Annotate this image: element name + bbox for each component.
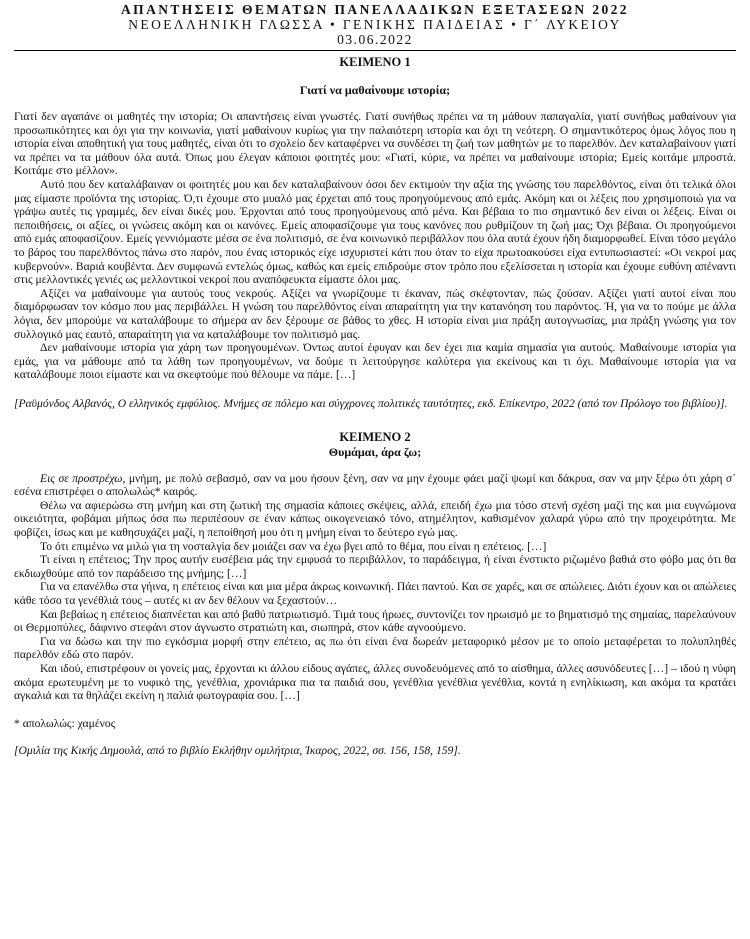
text2-paragraph: Για να επανέλθω στα γήινα, η επέτειος είναι και μια μέρα άκρως κοινωνική. Πάει παντού. Και σε χαρές, και σε απώλειες. Διότι έχουν και οι απώλειες κάθε τόσο τα γενέθλιά τους – αυτές κι αν δεν θέλουν να ξεχαστούν…	[14, 580, 736, 608]
text2-footnote: * απολωλώς: χαμένος	[14, 716, 116, 730]
text2-paragraph: Και ιδού, επιστρέφουν οι γονείς μας, έρχονται κι άλλου είδους αγάπες, άλλες συνοδευόμενες από το αίσθημα, άλλες ασυνόδευτες […] – ιδού η νύφη ακόμα ερωτευμένη με το νυφικό της, γενέθλια, χρονιάρικα πια τα παιδιά σου, γενέθλια γενέθλια γενέθλια, κοντά η ενηλίκιωση, και ακόμα τα κρατάει αγκαλιά και τα θηλάζει εκείνη η παλιά φωτογραφία σου. […]	[14, 661, 736, 703]
text2-paragraph: Και βεβαίως η επέτειος διαπνέεται και από βαθύ πατριωτισμό. Τιμά τους ήρωες, συντονίζει τον ηρωισμό με το βηματισμό της σημαίας, παρελαύνουν οι Θερμοπύλες, δάφνινο στεφάνι στον άγνωστο στρατιώτη και, σιωπηρά, στον κάθε αγνοούμενο.	[14, 607, 736, 635]
text2-paragraph	[14, 472, 736, 499]
text2-paragraph: Για να δώσω και την πιο εγκόσμια μορφή στην επέτειο, ας πω ότι είναι ένα δωρεάν μεταφορικό μέσον με το οποίο μεταφέρεται το πολυπληθές παρελθόν εδώ στο παρόν.	[14, 634, 736, 662]
text1-paragraph: Δεν μαθαίνουμε ιστορία για χάρη των προηγουμένων. Όντως αυτοί έφυγαν και δεν έχει πια καμία σημασία για αυτούς. Μαθαίνουμε ιστορία για εμάς, για να μάθουμε από τα λάθη των προηγουμένων, να δούμε τι λειτούργησε καλύτερα για εκείνους και τι όχι. Μαθαίνουμε ιστορία για να καταλάβουμε ποιοι είμαστε και να σκεφτούμε πού θέλουμε να πάμε. […]	[14, 341, 736, 382]
text2-label: ΚΕΙΜΕΝΟ 2	[339, 429, 411, 444]
header-divider	[14, 50, 736, 51]
text2-body	[14, 472, 736, 703]
text2-opening-italic: Εις σε προστρέχω	[40, 471, 123, 485]
text1-title: Γιατί να μαθαίνουμε ιστορία;	[299, 83, 451, 97]
header-subtitle: ΝΕΟΕΛΛΗΝΙΚΗ ΓΛΩΣΣΑ • ΓΕΝΙΚΗΣ ΠΑΙΔΕΙΑΣ • Γ΄ ΛΥΚΕΙΟΥ	[128, 17, 622, 32]
text1-paragraph: Αυτό που δεν καταλάβαιναν οι φοιτητές μου και δεν καταλαβαίνουν όσοι δεν εκτιμούν την αξία της γνώσης του παρελθόντος, είναι ότι τελικά όλοι μας είμαστε προϊόντα της ιστορίας. Ό,τι έχουμε στο μυαλό μας έρχεται από τους προηγούμενους από εμάς. Ακόμη και οι λέξεις που χρησιμοποιώ για να γράψω αυτές τις γραμμές, δεν είναι δικές μου. Έρχονται από τους προηγούμενους από μένα. Και βέβαια το πιο σημαντικό δεν είναι οι λέξεις. Είναι οι πεποιθήσεις, οι αξίες, οι γνώσεις ακόμη και οι κανόνες. Εμείς αποφασίζουμε για τους κανόνες που ρυθμίζουν τη ζωή μας; Όχι βέβαια. Οι προηγούμενοι από εμάς αποφασίζουν. Εμείς γεννιόμαστε μέσα σε ένα πολιτισμό, σε ένα κοινωνικό περιβάλλον που όλα αυτά έχουν ήδη διαμορφωθεί. Είναι τόσο μεγάλο το βάρος του παρελθόντος πάνω στο παρόν, που ένας ιστορικός είχε ισχυριστεί κάτι που όταν το είχα πρωτοακούσει είχα εντυπωσιαστεί: «Οι νεκροί μας κυβερνούν». Βαριά κουβέντα. Δεν συμφωνώ εντελώς όμως, καθώς και εμείς επιδρούμε στον τρόπο που εξελίσσεται η ιστορία και έχουμε ευθύνη απέναντι στις μελλοντικές γενιές ως μελλοντικοί νεκροί που αναπόφευκτα είμαστε όλοι μας.	[14, 177, 736, 287]
text2-source: [Ομιλία της Κικής Δημουλά, από το βιβλίο Εκλήθην ομιλήτρια, Ίκαρος, 2022, σσ. 156, 158, 159].	[14, 744, 461, 758]
header-date: 03.06.2022	[337, 32, 413, 47]
text2-paragraph: Τι είναι η επέτειος; Την προς αυτήν ευσέβεια μάς την εμφυσά το περιβάλλον, το παράδειγμα, ή είναι ένστικτο ριζωμένο βαθιά στο φόβο μας ότι θα εκδιωχθούμε από τον παράδεισο της μνήμης; […]	[14, 553, 736, 580]
text1-source: [Ραϋμόνδος Αλβανός, Ο ελληνικός εμφύλιος. Μνήμες σε πόλεμο και σύγχρονες πολιτικές ταυτότητες, εκδ. Επίκεντρο, 2022 (από τον Πρόλογο του βιβλίου)].	[14, 396, 728, 410]
text2-paragraph: Θέλω να αφιερώσω στη μνήμη και στη ζωτική της σημασία κάποιες σκέψεις, αλλά, επειδή έχω μια τόσο στενή σχέση μαζί της και μια ευγνώμονα οικειότητα, φοβάμαι μήπως όσα πω περιπέσουν σε έναν κάπως οικογενειακό τόνο, ατημέλητον, καθισμένον χαλαρά γύρω από την προχειρότητα. Με φοβίζει, ίσως και με καθησυχάζει μαζί, η πεποίθησή μου ότι η μνήμη είναι το δεύτερο εγώ μας.	[14, 498, 736, 540]
text1-label: ΚΕΙΜΕΝΟ 1	[339, 55, 411, 69]
text2-title: Θυμάμαι, άρα ζω;	[328, 444, 422, 459]
text2-paragraph: Το ότι επιμένω να μιλώ για τη νοσταλγία δεν μοιάζει σαν να έχω βγει από το θέμα, που είναι η επέτειος. […]	[40, 539, 547, 553]
text1-body	[14, 110, 736, 382]
text2-paragraph-rest: , μνήμη, με πολύ σεβασμό, σαν να μου ήσουν ξένη, σαν να μην έχουμε φάει μαζί ψωμί και δάκρυα, σαν να μην ξέρω ότι χάρη σ᾽ εσένα επιστρέφει ο απολωλώς* καιρός.	[14, 471, 736, 499]
text1-paragraph: Αξίζει να μαθαίνουμε για αυτούς τους νεκρούς. Αξίζει να γνωρίζουμε τι έκαναν, πώς σκέφτονταν, πώς ζούσαν. Αξίζει γιατί αυτοί είναι που διαμόρφωσαν τον κόσμο που μας περιβάλλει. Η γνώση του παρελθόντος είναι απαραίτητη για την κατανόηση του παρόντος. Ή, για να το πούμε με άλλα λόγια, δεν μπορούμε να καταλάβουμε το σήμερα αν δεν ξέρουμε σε βάθος το χθες. Η ιστορία είναι μια πράξη αυτογνωσίας, μια πράξη γνώσης για τον συλλογικό μας εαυτό, απαραίτητη για να καταλάβουμε τον πολιτισμό μας.	[14, 286, 736, 341]
text1-paragraph: Γιατί δεν αγαπάνε οι μαθητές την ιστορία; Οι απαντήσεις είναι γνωστές. Γιατί συνήθως πρέπει να τη μάθουν παπαγαλία, γιατί συνήθως μαθαίνουν για προσωπικότητες και όχι για την κοινωνία, γιατί μαθαίνουν κυρίως για την παλαιότερη ιστορία και όχι τη νεότερη. Ο σημαντικότερος όμως λόγος που η ιστορία είναι αποθητική για τους μαθητές, είναι ότι το σχολείο δεν καταφέρνει να συνδέσει τη ζωή των μαθητών με το παρελθόν. Δεν καταλαβαίνουν γιατί να πρέπει να τα μάθουν όλα αυτά. Όπως μου έλεγαν κάποιοι φοιτητές μου: «Γιατί, κύριε, να πρέπει να μαθαίνουμε ιστορία; Εμείς κοιτάμε μπροστά. Κοιτάμε στο μέλλον».	[14, 110, 736, 178]
header-title: ΑΠΑΝΤΗΣΕΙΣ ΘΕΜΑΤΩΝ ΠΑΝΕΛΛΑΔΙΚΩΝ ΕΞΕΤΑΣΕΩΝ 2022	[121, 2, 629, 17]
